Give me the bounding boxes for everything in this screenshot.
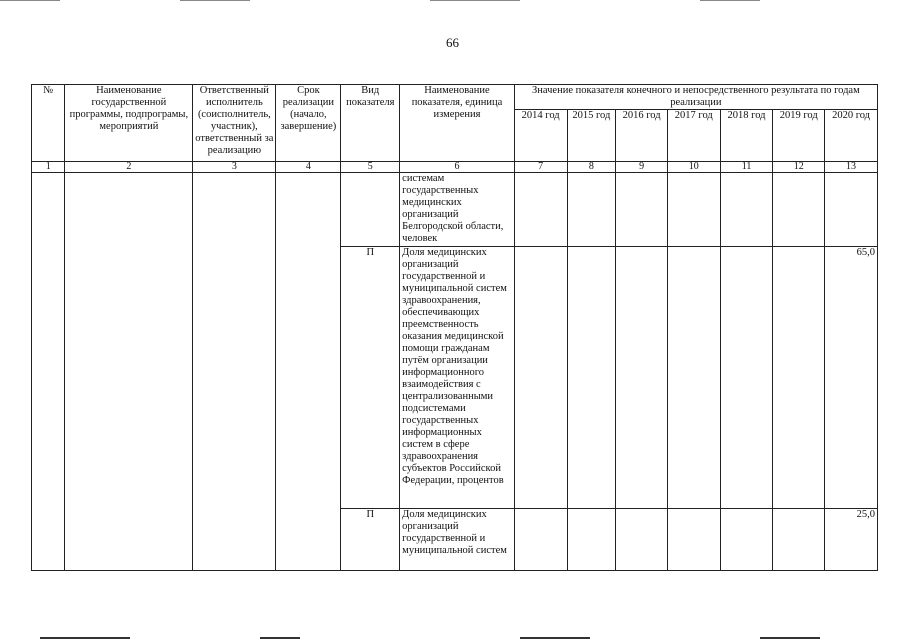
value-cell — [567, 173, 616, 247]
value-cell — [514, 247, 567, 509]
scan-mark — [700, 0, 760, 1]
scan-mark — [0, 0, 60, 1]
scan-mark — [260, 637, 300, 639]
column-number: 12 — [773, 162, 825, 173]
column-number: 8 — [567, 162, 616, 173]
indicator-type-cell: П — [341, 509, 400, 571]
value-cell — [773, 509, 825, 571]
column-number: 10 — [667, 162, 720, 173]
column-number: 11 — [720, 162, 773, 173]
table-row — [32, 173, 878, 247]
executor-cell — [193, 173, 276, 571]
value-cell: 25,0 — [825, 509, 878, 571]
column-number: 13 — [825, 162, 878, 173]
value-cell — [567, 509, 616, 571]
value-cell — [616, 247, 668, 509]
page-number: 66 — [446, 35, 459, 50]
header-year: 2018 год — [720, 110, 773, 162]
indicator-type-cell: П — [341, 247, 400, 509]
header-year: 2014 год — [514, 110, 567, 162]
indicators-table — [31, 84, 878, 571]
scan-mark — [760, 637, 820, 639]
value-cell — [773, 247, 825, 509]
column-number: 5 — [341, 162, 400, 173]
value-cell: 65,0 — [825, 247, 878, 509]
value-cell — [514, 509, 567, 571]
indicator-name-cell: системам государственных медицинских организаций Белгородской области, человек — [400, 173, 515, 247]
value-cell — [514, 173, 567, 247]
header-values-group: Значение показателя конечного и непосредственного результата по годам реализации — [514, 85, 877, 110]
indicator-type-cell — [341, 173, 400, 247]
column-number: 6 — [400, 162, 515, 173]
program-name-cell — [65, 173, 193, 571]
scan-mark — [180, 0, 250, 1]
header-program-name: Наименование государственной программы, подпрограмы, мероприятий — [65, 85, 193, 162]
value-cell — [720, 509, 773, 571]
column-number: 4 — [276, 162, 341, 173]
indicator-name-cell: Доля медицинских организаций государственной и муниципальной систем здравоохранения, обеспечивающих преемственность оказания медицинской помощи гражданам путём организации информационного взаимодействия с централизованными подсистемами государственных информационных систем в сфере здравоохранения субъектов Российской Федерации, процентов — [400, 247, 515, 509]
column-number: 9 — [616, 162, 668, 173]
header-indicator-name: Наименование показателя, единица измерения — [400, 85, 515, 162]
header-year: 2016 год — [616, 110, 668, 162]
column-number: 2 — [65, 162, 193, 173]
value-cell — [720, 247, 773, 509]
column-number-row — [32, 162, 878, 173]
header-row-top — [32, 85, 878, 110]
column-number: 3 — [193, 162, 276, 173]
value-cell — [616, 509, 668, 571]
header-year: 2015 год — [567, 110, 616, 162]
term-cell — [276, 173, 341, 571]
value-cell — [567, 247, 616, 509]
value-cell — [773, 173, 825, 247]
header-num: № — [32, 85, 65, 162]
value-cell — [667, 173, 720, 247]
value-cell — [667, 509, 720, 571]
scan-mark — [520, 637, 590, 639]
scan-mark — [430, 0, 520, 1]
header-year: 2019 год — [773, 110, 825, 162]
scan-mark — [40, 637, 130, 639]
row-num-cell — [32, 173, 65, 571]
header-term: Срок реализации (начало, завершение) — [276, 85, 341, 162]
header-executor: Ответственный исполнитель (соисполнитель, участник), ответственный за реализацию — [193, 85, 276, 162]
value-cell — [667, 247, 720, 509]
value-cell — [720, 173, 773, 247]
value-cell — [616, 173, 668, 247]
header-year: 2017 год — [667, 110, 720, 162]
header-year: 2020 год — [825, 110, 878, 162]
value-cell — [825, 173, 878, 247]
header-indicator-type: Вид показателя — [341, 85, 400, 162]
column-number: 7 — [514, 162, 567, 173]
indicator-name-cell: Доля медицинских организаций государственной и муниципальной систем — [400, 509, 515, 571]
column-number: 1 — [32, 162, 65, 173]
